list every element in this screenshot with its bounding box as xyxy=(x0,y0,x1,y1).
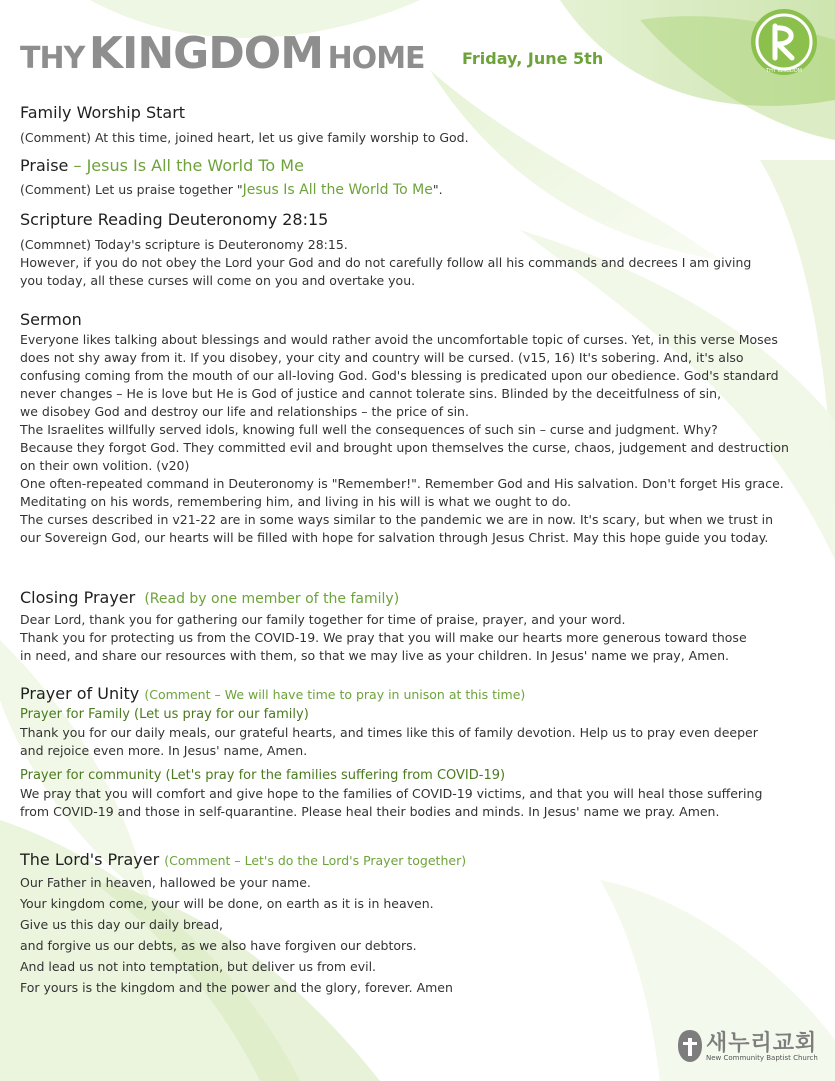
date-label: Friday, June 5th xyxy=(462,49,604,68)
church-name-korean: 새누리교회 xyxy=(706,1031,818,1056)
logo-text: THY KINGDOM xyxy=(766,68,802,74)
sermon-line: The Israelites willfully served idols, knowing full well the consequences of such sin – curse and judgment. Why? xyxy=(20,422,718,437)
church-emblem-icon xyxy=(676,1028,704,1064)
praise-heading-row xyxy=(20,155,828,177)
closing-heading: Closing Prayer xyxy=(20,588,136,607)
closing-line: Thank you for protecting us from the COVID-19. We pray that you will make our hearts more generous toward those xyxy=(20,630,747,645)
lords-prayer-heading-row xyxy=(20,849,828,872)
community-prayer-line: from COVID-19 and those in self-quarantine. Please heal their bodies and minds. In Jesus' name we pray. Amen. xyxy=(20,804,720,819)
scripture-line: you today, all these curses will come on you and overtake you. xyxy=(20,273,416,288)
unity-heading-row xyxy=(20,683,828,706)
church-logo xyxy=(676,1026,826,1066)
worship-start-section xyxy=(20,102,828,147)
scripture-heading: Scripture Reading Deuteronomy 28:15 xyxy=(20,210,329,229)
lords-prayer-line: For yours is the kingdom and the power and the glory, forever. Amen xyxy=(20,980,453,995)
family-prayer-text xyxy=(20,724,828,760)
sermon-line: we disobey God and destroy our life and relationships – the price of sin. xyxy=(20,404,469,419)
praise-comment xyxy=(20,181,828,199)
sermon-line: Because they forgot God. They committed evil and brought upon themselves the curse, chaos, judgement and destruction xyxy=(20,440,789,455)
praise-comment-song: Jesus Is All the World To Me xyxy=(242,182,433,198)
praise-dash: – xyxy=(73,156,82,175)
lords-prayer-heading: The Lord's Prayer xyxy=(20,850,160,869)
unity-heading: Prayer of Unity xyxy=(20,684,140,703)
sermon-line: never changes – He is love but He is God of justice and cannot tolerate sins. Blinded by the deceitfulness of sin, xyxy=(20,386,722,401)
scripture-section xyxy=(20,209,828,290)
praise-comment-prefix: (Comment) Let us praise together " xyxy=(20,182,243,197)
sermon-section xyxy=(20,309,828,547)
worship-start-comment: (Comment) At this time, joined heart, let us give family worship to God. xyxy=(20,130,469,145)
sermon-line: our Sovereign God, our hearts will be filled with hope for salvation through Jesus Christ. May this hope guide you today. xyxy=(20,530,769,545)
worship-start-heading: Family Worship Start xyxy=(20,103,186,122)
family-prayer-line: and rejoice even more. In Jesus' name, Amen. xyxy=(20,743,308,758)
closing-prayer-section xyxy=(20,587,828,665)
lords-prayer-section xyxy=(20,849,828,998)
sermon-heading: Sermon xyxy=(20,310,82,329)
community-prayer-text xyxy=(20,785,828,821)
church-name-english: New Community Baptist Church xyxy=(706,1054,818,1062)
lords-prayer-line: Our Father in heaven, hallowed be your name. xyxy=(20,875,311,890)
lords-prayer-note: (Comment – Let's do the Lord's Prayer together) xyxy=(164,853,467,868)
community-prayer-line: We pray that you will comfort and give hope to the families of COVID-19 victims, and that you will heal those suffering xyxy=(20,786,763,801)
praise-heading: Praise xyxy=(20,156,69,175)
community-prayer-heading: Prayer for community (Let's pray for the families suffering from COVID-19) xyxy=(20,768,506,783)
praise-comment-suffix: ". xyxy=(432,182,443,197)
closing-line: Dear Lord, thank you for gathering our family together for time of praise, prayer, and your word. xyxy=(20,612,626,627)
closing-text xyxy=(20,611,828,665)
scripture-line: However, if you do not obey the Lord your God and do not carefully follow all his commands and decrees I am giving xyxy=(20,255,752,270)
sermon-line: does not shy away from it. If you disobey, your city and country will be cursed. (v15, 16) It's sobering. And, it's also xyxy=(20,350,744,365)
sermon-line: confusing coming from the mouth of our all-loving God. God's blessing is predicated upon our obedience. God's standard xyxy=(20,368,779,383)
sermon-text xyxy=(20,331,828,547)
praise-song-title: Jesus Is All the World To Me xyxy=(86,156,304,175)
unity-note: (Comment – We will have time to pray in unison at this time) xyxy=(144,687,526,702)
closing-line: in need, and share our resources with them, so that we may live as your children. In Jesus' name we pray, Amen. xyxy=(20,648,729,663)
lords-prayer-text xyxy=(20,872,828,998)
sermon-line: Meditating on his words, remembering him, and living in his will is what we ought to do. xyxy=(20,494,572,509)
lords-prayer-line: and forgive us our debts, as we also have forgiven our debtors. xyxy=(20,938,417,953)
page-title xyxy=(20,28,425,79)
sermon-line: The curses described in v21-22 are in some ways similar to the pandemic we are in now. It's scary, but when we trust in xyxy=(20,512,774,527)
family-prayer-line: Thank you for our daily meals, our grateful hearts, and times like this of family devotion. Help us to pray even deeper xyxy=(20,725,758,740)
praise-section xyxy=(20,155,828,199)
sermon-line: on their own volition. (v20) xyxy=(20,458,190,473)
lords-prayer-line: Give us this day our daily bread, xyxy=(20,917,224,932)
prayer-of-unity-section xyxy=(20,683,828,821)
title-thy: THY xyxy=(20,41,85,76)
title-home: HOME xyxy=(327,41,425,76)
family-prayer-heading: Prayer for Family (Let us pray for our family) xyxy=(20,707,309,722)
sermon-line: Everyone likes talking about blessings and would rather avoid the uncomfortable topic of curses. Yet, in this verse Moses xyxy=(20,332,778,347)
scripture-line: (Commnet) Today's scripture is Deuteronomy 28:15. xyxy=(20,237,348,252)
closing-heading-row xyxy=(20,587,828,610)
lords-prayer-line: And lead us not into temptation, but deliver us from evil. xyxy=(20,959,377,974)
scripture-text xyxy=(20,236,828,290)
title-kingdom: KINGDOM xyxy=(88,28,323,79)
lords-prayer-line: Your kingdom come, your will be done, on earth as it is in heaven. xyxy=(20,896,434,911)
sermon-line: One often-repeated command in Deuteronomy is "Remember!". Remember God and His salvation. Don't forget His grace. xyxy=(20,476,784,491)
thy-kingdom-logo xyxy=(748,6,820,78)
closing-note: (Read by one member of the family) xyxy=(144,591,400,607)
